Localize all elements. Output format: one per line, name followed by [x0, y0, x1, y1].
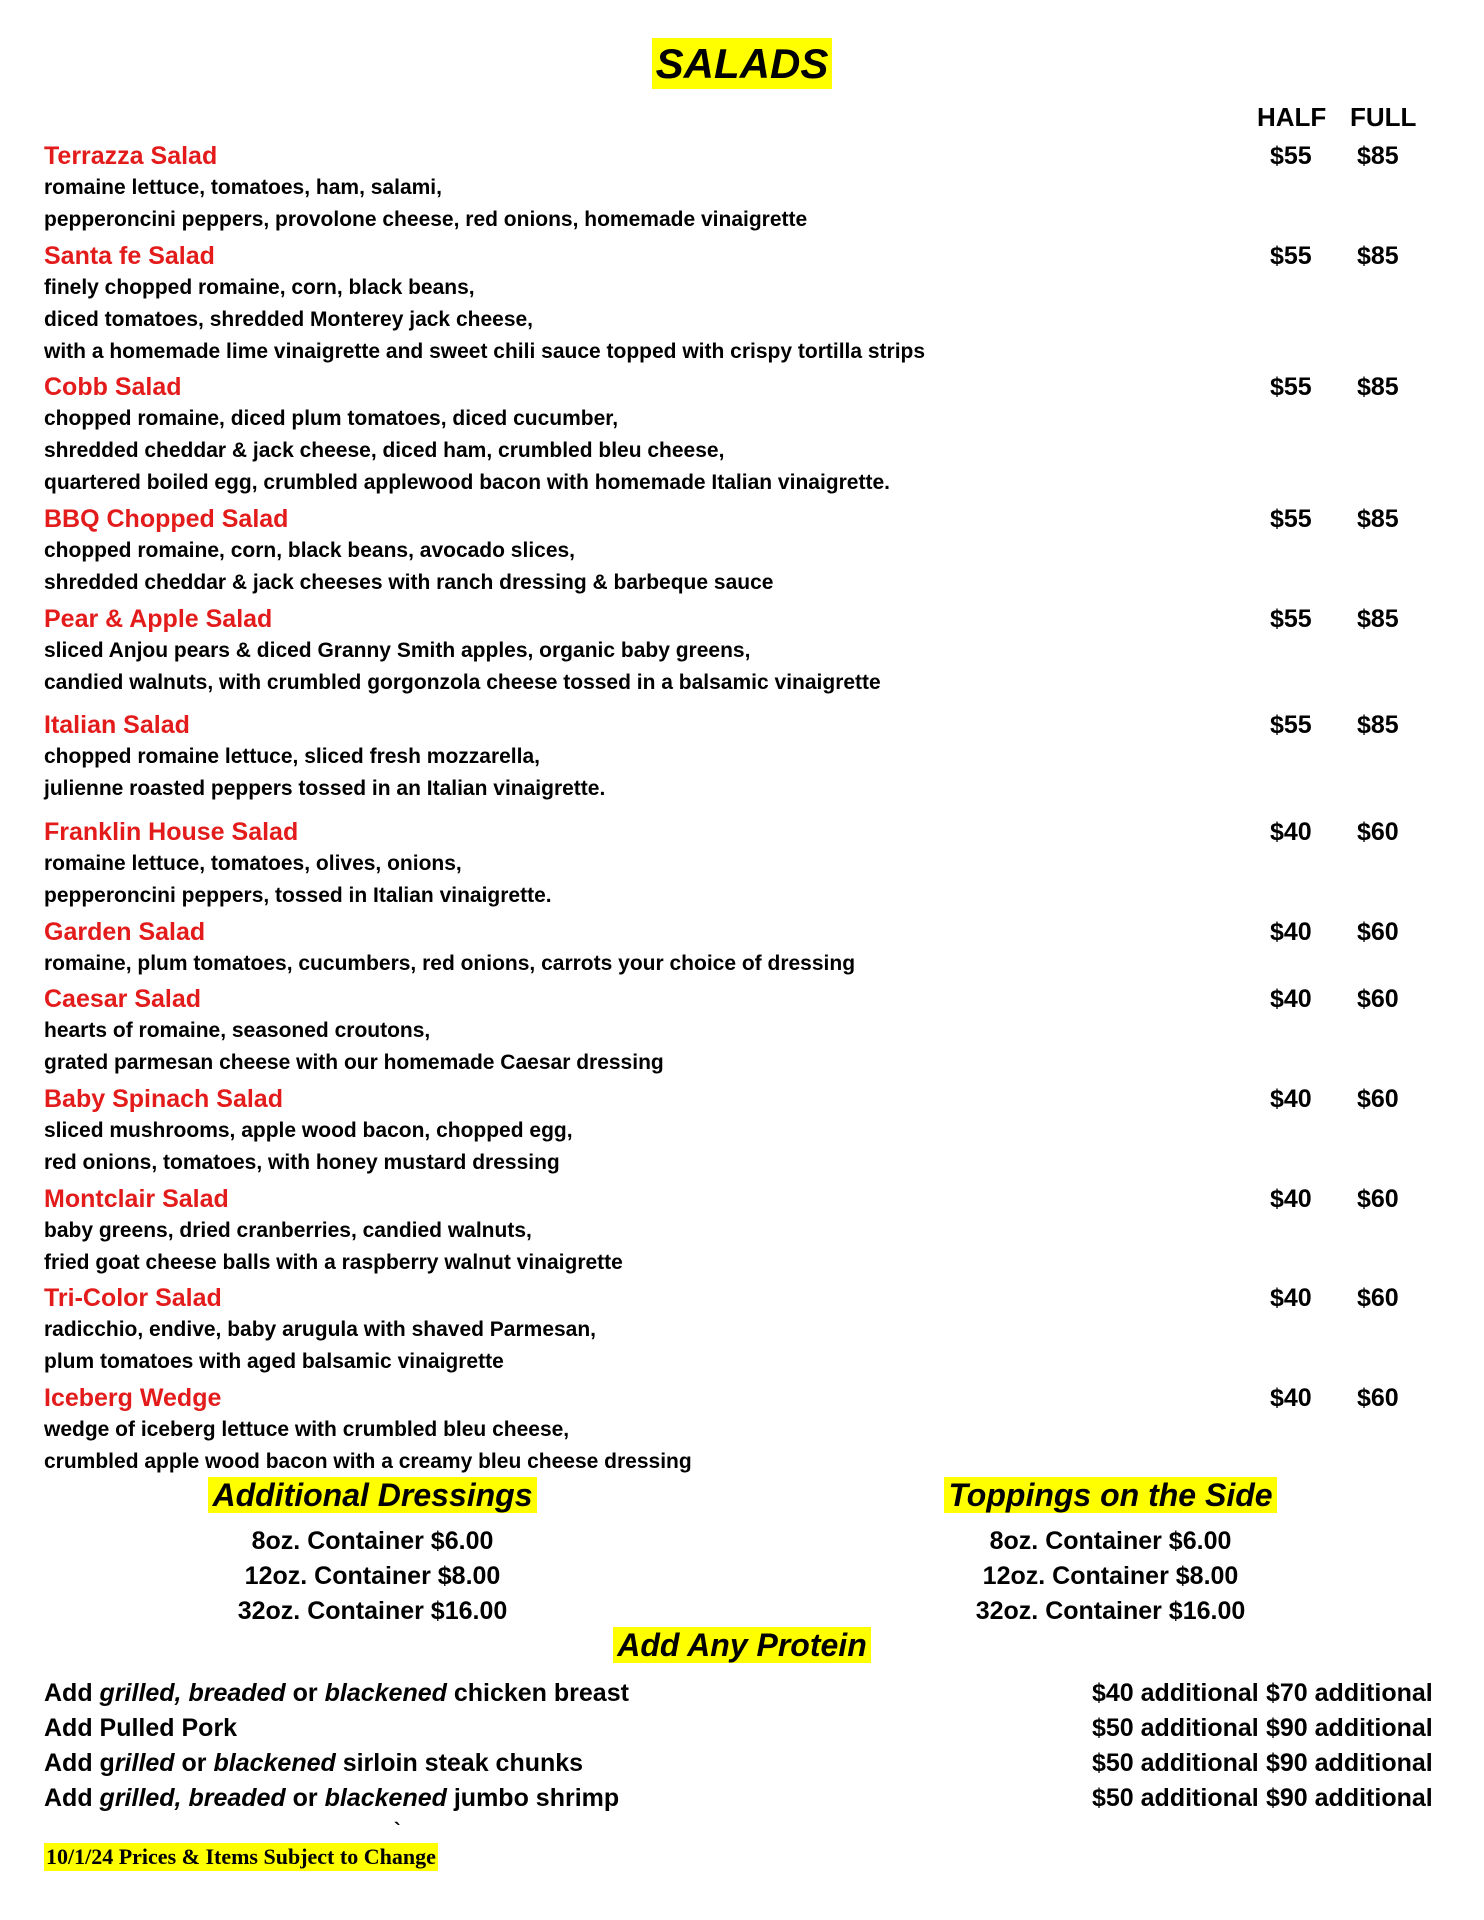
toppings-title-text: Toppings on the Side — [944, 1477, 1276, 1513]
salad-item — [44, 240, 1444, 368]
salad-description-line: crumbled apple wood bacon with a creamy bleu cheese dressing — [44, 1450, 692, 1473]
stray-mark: ` — [394, 1820, 401, 1842]
salad-description-line: shredded cheddar & jack cheese, diced ham, crumbled bleu cheese, — [44, 439, 725, 462]
salad-description-line: romaine lettuce, tomatoes, ham, salami, — [44, 176, 442, 199]
protein-row — [44, 1746, 1444, 1781]
protein-row — [44, 1676, 1444, 1711]
protein-description: Add grilled, breaded or blackened jumbo shrimp — [44, 1784, 620, 1812]
protein-half-price: $50 additional — [1092, 1749, 1259, 1777]
salad-description-line: romaine, plum tomatoes, cucumbers, red onions, carrots your choice of dressing — [44, 952, 856, 975]
salad-name: Italian Salad — [44, 711, 190, 739]
protein-half-price: $50 additional — [1092, 1714, 1259, 1742]
salad-item — [44, 1083, 1444, 1179]
half-price: $55 — [1270, 605, 1312, 633]
half-price: $40 — [1270, 918, 1312, 946]
protein-full-price: $90 additional — [1266, 1714, 1433, 1742]
protein-half-price: $50 additional — [1092, 1784, 1259, 1812]
salad-description-line: pepperoncini peppers, provolone cheese, red onions, homemade vinaigrette — [44, 208, 808, 231]
dressings-section-title — [200, 1477, 545, 1514]
protein-row — [44, 1781, 1444, 1816]
salad-name: Franklin House Salad — [44, 818, 299, 846]
half-price: $40 — [1270, 1185, 1312, 1213]
salad-name: Baby Spinach Salad — [44, 1085, 283, 1113]
salad-description-line: finely chopped romaine, corn, black beans, — [44, 276, 475, 299]
salad-description-line: diced tomatoes, shredded Monterey jack cheese, — [44, 308, 534, 331]
dressings-line: 8oz. Container $6.00 — [251, 1527, 494, 1555]
salad-item — [44, 709, 1444, 805]
protein-full-price: $90 additional — [1266, 1784, 1433, 1812]
salad-name: Santa fe Salad — [44, 242, 215, 270]
dressings-list — [200, 1524, 545, 1629]
protein-full-price: $70 additional — [1266, 1679, 1433, 1707]
half-price: $40 — [1270, 1085, 1312, 1113]
dressings-line: 12oz. Container $8.00 — [244, 1562, 501, 1590]
full-price: $85 — [1357, 505, 1399, 533]
salad-description-line: chopped romaine, diced plum tomatoes, diced cucumber, — [44, 407, 619, 430]
salad-description-line: hearts of romaine, seasoned croutons, — [44, 1019, 431, 1042]
protein-description: Add grilled, breaded or blackened chicken breast — [44, 1679, 629, 1707]
full-price: $60 — [1357, 1384, 1399, 1412]
salad-name: Pear & Apple Salad — [44, 605, 273, 633]
salad-description-line: sliced Anjou pears & diced Granny Smith apples, organic baby greens, — [44, 639, 751, 662]
full-price: $85 — [1357, 242, 1399, 270]
half-price: $55 — [1270, 142, 1312, 170]
salad-description-line: sliced mushrooms, apple wood bacon, chopped egg, — [44, 1119, 573, 1142]
half-price: $55 — [1270, 242, 1312, 270]
salad-description-line: julienne roasted peppers tossed in an Italian vinaigrette. — [44, 777, 606, 800]
salad-description-line: wedge of iceberg lettuce with crumbled bleu cheese, — [44, 1418, 570, 1441]
full-price: $85 — [1357, 711, 1399, 739]
salad-item — [44, 371, 1444, 499]
salad-description-line: chopped romaine lettuce, sliced fresh mozzarella, — [44, 745, 540, 768]
salad-name: Terrazza Salad — [44, 142, 218, 170]
salad-description-line: plum tomatoes with aged balsamic vinaigrette — [44, 1350, 504, 1373]
protein-full-price: $90 additional — [1266, 1749, 1433, 1777]
toppings-line: 12oz. Container $8.00 — [982, 1562, 1239, 1590]
toppings-list — [938, 1524, 1283, 1629]
salad-item — [44, 1183, 1444, 1279]
full-price: $60 — [1357, 1185, 1399, 1213]
salad-item — [44, 1282, 1444, 1378]
salad-name: Iceberg Wedge — [44, 1384, 222, 1412]
salad-name: Garden Salad — [44, 918, 206, 946]
toppings-line: 32oz. Container $16.00 — [975, 1597, 1246, 1625]
half-price: $40 — [1270, 985, 1312, 1013]
protein-description: Add Pulled Pork — [44, 1714, 238, 1742]
salad-item — [44, 603, 1444, 699]
salad-name: BBQ Chopped Salad — [44, 505, 289, 533]
salad-description-line: radicchio, endive, baby arugula with shaved Parmesan, — [44, 1318, 597, 1341]
protein-row — [44, 1711, 1444, 1746]
salad-description-line: baby greens, dried cranberries, candied walnuts, — [44, 1219, 532, 1242]
salad-item — [44, 816, 1444, 912]
salad-name: Caesar Salad — [44, 985, 202, 1013]
full-price: $85 — [1357, 605, 1399, 633]
salad-item — [44, 503, 1444, 599]
page-title — [0, 40, 1484, 88]
full-price: $60 — [1357, 985, 1399, 1013]
full-price: $60 — [1357, 918, 1399, 946]
salad-item — [44, 140, 1444, 236]
full-price: $60 — [1357, 1085, 1399, 1113]
half-column-header: HALF — [1257, 102, 1327, 132]
half-price: $55 — [1270, 711, 1312, 739]
half-price: $40 — [1270, 1384, 1312, 1412]
full-price: $85 — [1357, 142, 1399, 170]
salad-item — [44, 983, 1444, 1079]
protein-title-text: Add Any Protein — [613, 1627, 870, 1663]
salad-description-line: chopped romaine, corn, black beans, avocado slices, — [44, 539, 576, 562]
salad-name: Tri-Color Salad — [44, 1284, 222, 1312]
dressings-title-text: Additional Dressings — [208, 1477, 536, 1513]
toppings-line: 8oz. Container $6.00 — [989, 1527, 1232, 1555]
salad-description-line: romaine lettuce, tomatoes, olives, onions, — [44, 852, 462, 875]
protein-description: Add grilled or blackened sirloin steak chunks — [44, 1749, 584, 1777]
salad-description-line: red onions, tomatoes, with honey mustard dressing — [44, 1151, 560, 1174]
full-column-header: FULL — [1350, 102, 1417, 132]
half-price: $40 — [1270, 818, 1312, 846]
dressings-line: 32oz. Container $16.00 — [237, 1597, 508, 1625]
salad-item — [44, 916, 1444, 980]
protein-section-title — [0, 1627, 1484, 1664]
full-price: $60 — [1357, 1284, 1399, 1312]
footer-note: 10/1/24 Prices & Items Subject to Change — [46, 1844, 436, 1869]
salad-description-line: quartered boiled egg, crumbled applewood bacon with homemade Italian vinaigrette. — [44, 471, 890, 494]
salad-item — [44, 1382, 1444, 1478]
salad-description-line: shredded cheddar & jack cheeses with ranch dressing & barbeque sauce — [44, 571, 774, 594]
salad-description-line: pepperoncini peppers, tossed in Italian vinaigrette. — [44, 884, 552, 907]
salad-description-line: with a homemade lime vinaigrette and sweet chili sauce topped with crispy tortilla strips — [44, 340, 926, 363]
full-price: $85 — [1357, 373, 1399, 401]
half-price: $40 — [1270, 1284, 1312, 1312]
salad-description-line: fried goat cheese balls with a raspberry walnut vinaigrette — [44, 1251, 623, 1274]
salad-name: Cobb Salad — [44, 373, 182, 401]
salad-name: Montclair Salad — [44, 1185, 229, 1213]
toppings-section-title — [938, 1477, 1283, 1514]
page-title-text: SALADS — [652, 38, 833, 89]
protein-half-price: $40 additional — [1092, 1679, 1259, 1707]
salad-description-line: candied walnuts, with crumbled gorgonzola cheese tossed in a balsamic vinaigrette — [44, 671, 881, 694]
full-price: $60 — [1357, 818, 1399, 846]
salad-description-line: grated parmesan cheese with our homemade Caesar dressing — [44, 1051, 664, 1074]
half-price: $55 — [1270, 505, 1312, 533]
half-price: $55 — [1270, 373, 1312, 401]
